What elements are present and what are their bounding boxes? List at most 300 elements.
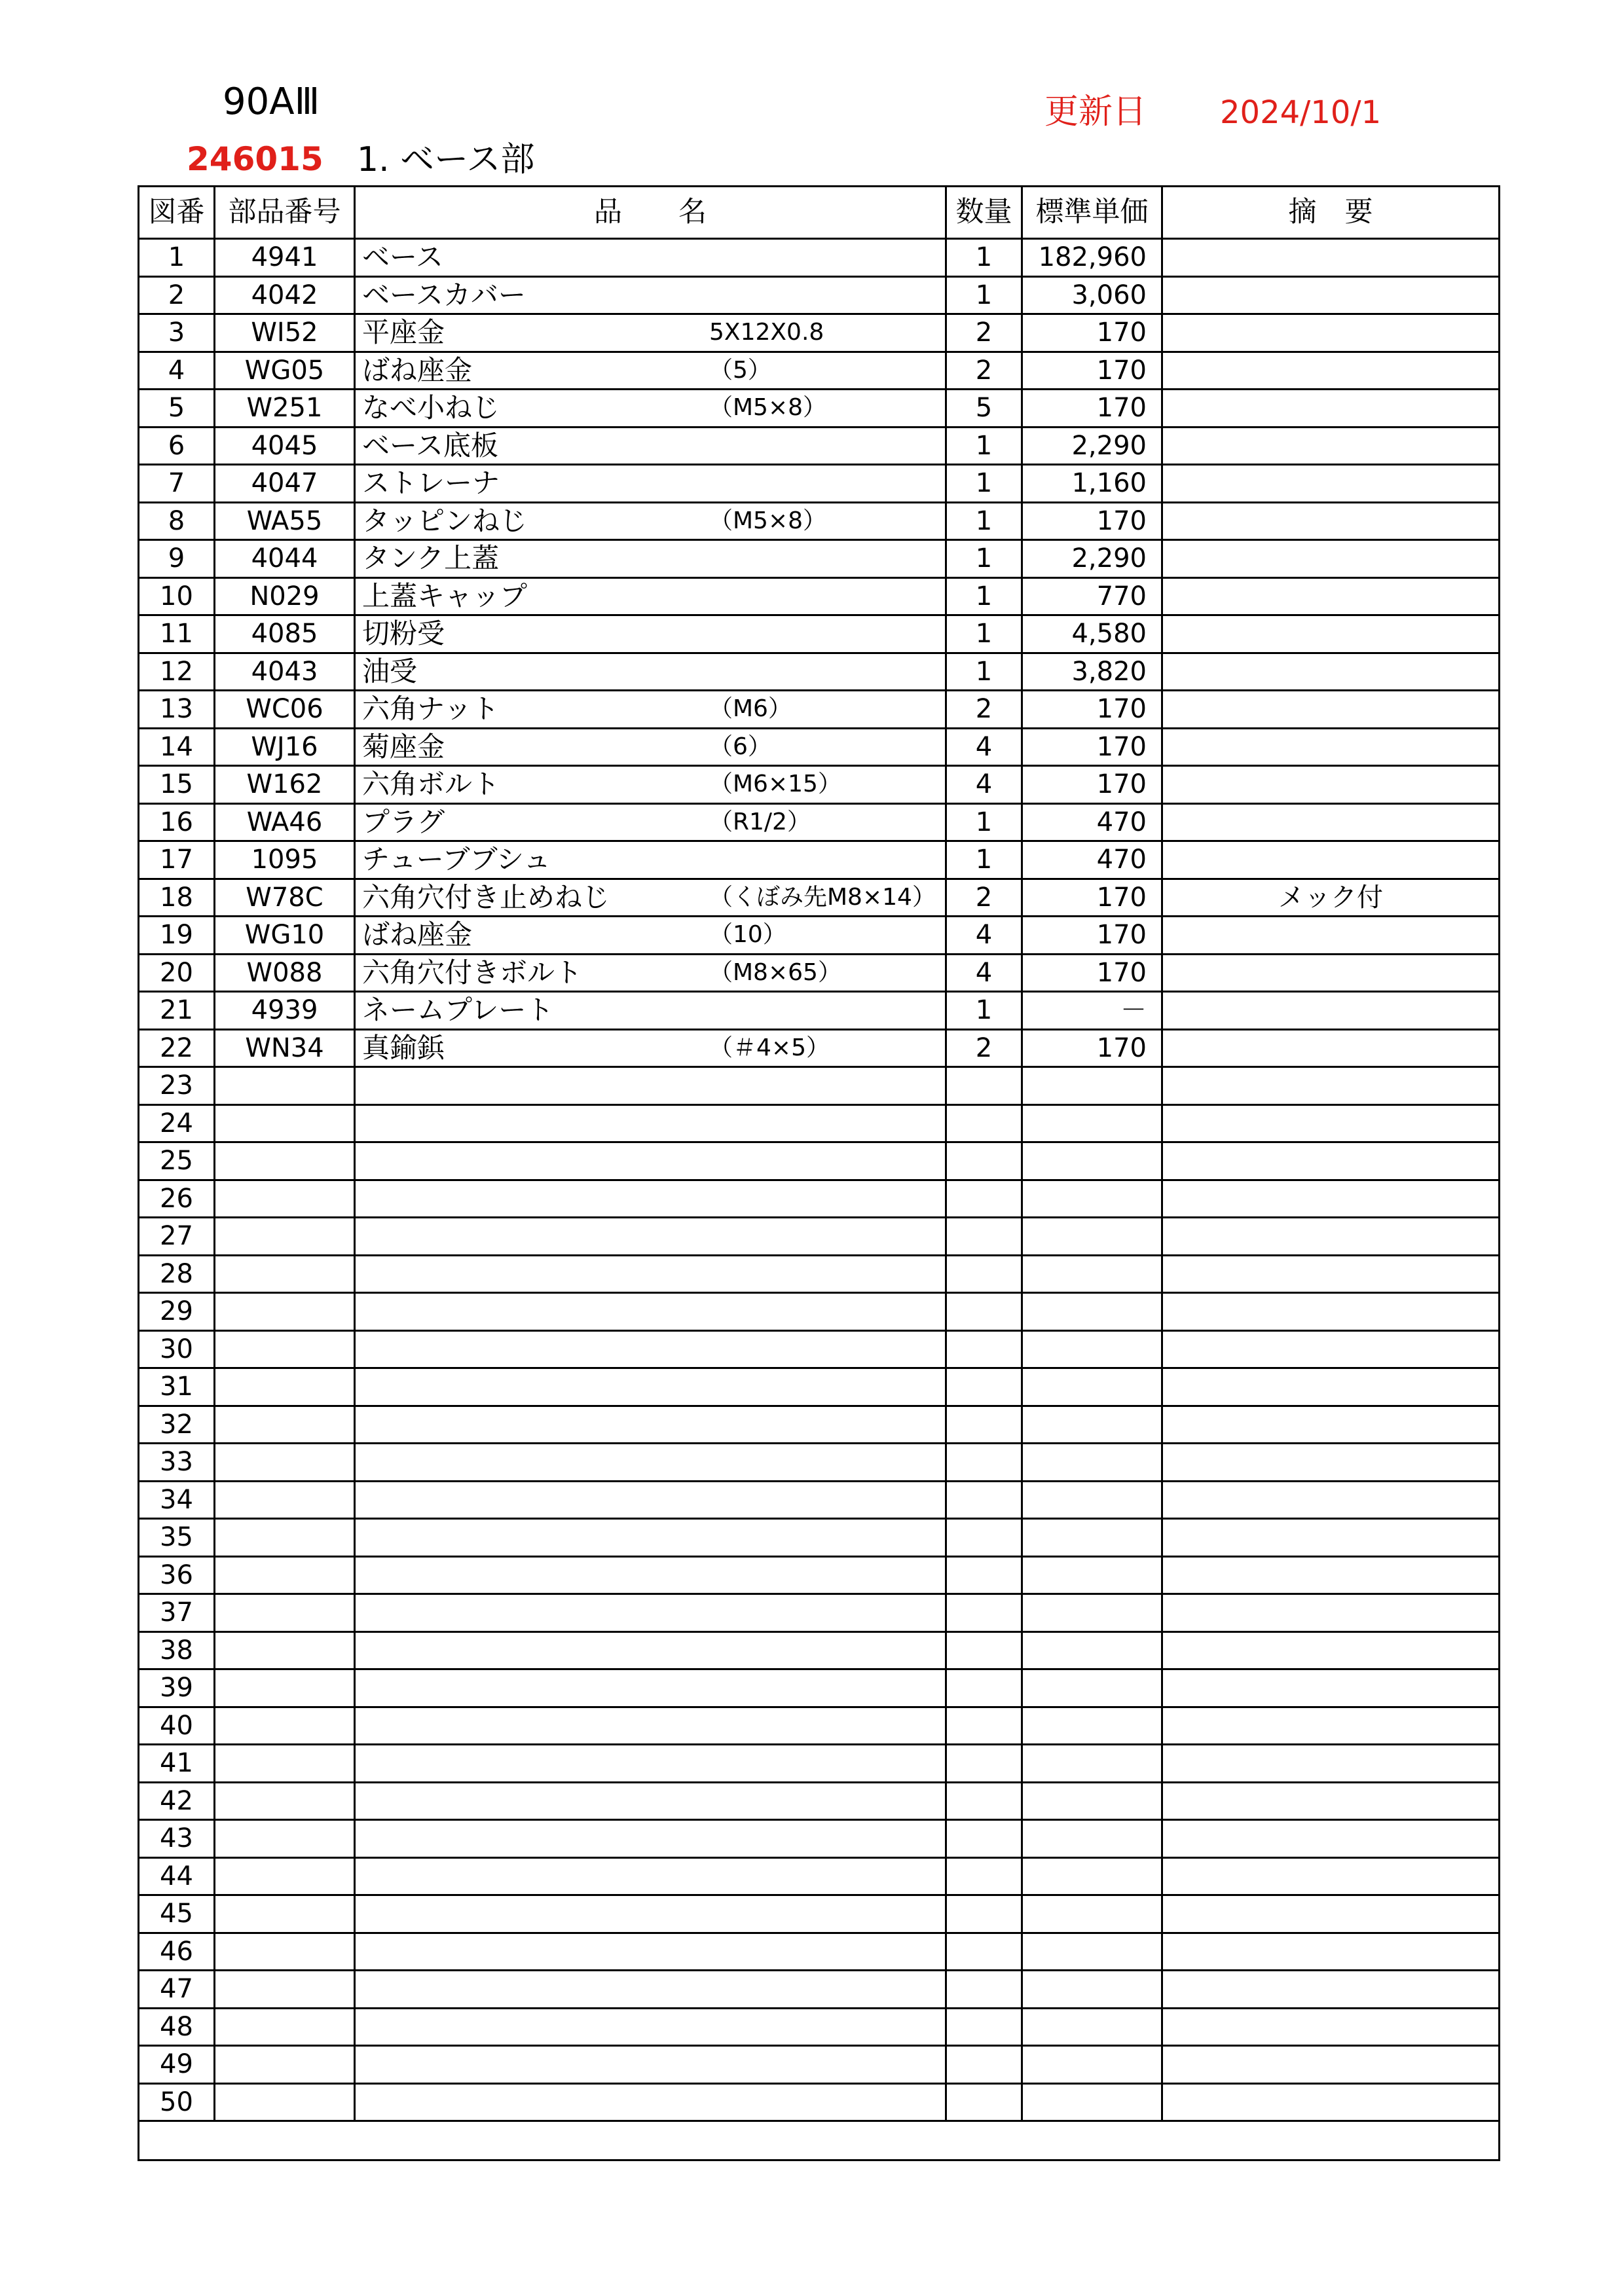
part-spec: （＃4×5） bbox=[709, 1034, 830, 1061]
name-cell bbox=[355, 691, 946, 729]
fig-no-cell: 15 bbox=[139, 766, 215, 804]
part-no-cell: WI52 bbox=[215, 314, 355, 352]
fig-no-cell: 22 bbox=[139, 1029, 215, 1067]
table-row bbox=[139, 577, 1500, 615]
document-code: 246015 bbox=[187, 140, 323, 178]
note-cell bbox=[1162, 1857, 1500, 1895]
table-row bbox=[139, 917, 1500, 955]
part-spec: （10） bbox=[709, 921, 786, 949]
note-cell bbox=[1162, 803, 1500, 841]
qty-cell: 1 bbox=[946, 239, 1022, 277]
table-row bbox=[139, 502, 1500, 540]
table-row bbox=[139, 1255, 1500, 1293]
name-cell bbox=[355, 314, 946, 352]
part-no-cell bbox=[215, 1971, 355, 2009]
price-cell bbox=[1022, 1782, 1162, 1820]
table-row bbox=[139, 992, 1500, 1030]
price-cell bbox=[1022, 1933, 1162, 1971]
qty-cell bbox=[946, 1782, 1022, 1820]
fig-no-cell: 18 bbox=[139, 879, 215, 917]
name-cell bbox=[355, 1594, 946, 1632]
part-spec: （M6×15） bbox=[709, 771, 841, 798]
fig-no-cell: 17 bbox=[139, 841, 215, 879]
price-cell bbox=[1022, 1971, 1162, 2009]
price-cell bbox=[1022, 1820, 1162, 1858]
part-spec: （R1/2） bbox=[709, 808, 811, 835]
note-cell: メック付 bbox=[1162, 879, 1500, 917]
table-row bbox=[139, 1707, 1500, 1745]
qty-cell bbox=[946, 1406, 1022, 1444]
name-cell bbox=[355, 1142, 946, 1180]
table-row bbox=[139, 352, 1500, 390]
qty-cell bbox=[946, 1707, 1022, 1745]
price-cell: 170 bbox=[1022, 728, 1162, 766]
fig-no-cell: 49 bbox=[139, 2046, 215, 2084]
part-name: ばね座金 bbox=[362, 354, 473, 386]
part-name: 菊座金 bbox=[362, 730, 445, 763]
qty-cell bbox=[946, 1631, 1022, 1669]
fig-no-cell: 36 bbox=[139, 1556, 215, 1594]
part-spec: （5） bbox=[709, 356, 771, 384]
price-cell: － bbox=[1022, 992, 1162, 1030]
price-cell: 170 bbox=[1022, 314, 1162, 352]
part-no-cell: W251 bbox=[215, 390, 355, 428]
qty-cell bbox=[946, 1519, 1022, 1557]
table-row bbox=[139, 1782, 1500, 1820]
part-no-cell bbox=[215, 1104, 355, 1142]
part-no-cell bbox=[215, 1519, 355, 1557]
part-name: 平座金 bbox=[362, 316, 445, 349]
qty-cell: 5 bbox=[946, 390, 1022, 428]
price-cell: 4,580 bbox=[1022, 615, 1162, 653]
part-spec: （M5×8） bbox=[709, 394, 827, 422]
name-cell bbox=[355, 1971, 946, 2009]
qty-cell bbox=[946, 2083, 1022, 2121]
note-cell bbox=[1162, 1368, 1500, 1406]
part-name: プラグ bbox=[362, 805, 445, 838]
fig-no-cell: 24 bbox=[139, 1104, 215, 1142]
qty-cell: 2 bbox=[946, 352, 1022, 390]
table-row bbox=[139, 1180, 1500, 1218]
qty-cell: 4 bbox=[946, 766, 1022, 804]
part-no-cell bbox=[215, 2008, 355, 2046]
table-row bbox=[139, 1669, 1500, 1707]
note-cell bbox=[1162, 728, 1500, 766]
fig-no-cell: 40 bbox=[139, 1707, 215, 1745]
fig-no-cell: 44 bbox=[139, 1857, 215, 1895]
note-cell bbox=[1162, 1293, 1500, 1331]
part-name: 真鍮鋲 bbox=[362, 1031, 445, 1064]
name-cell bbox=[355, 1104, 946, 1142]
qty-cell: 4 bbox=[946, 917, 1022, 955]
note-cell bbox=[1162, 1330, 1500, 1368]
table-row bbox=[139, 1406, 1500, 1444]
part-name: 六角穴付きボルト bbox=[362, 956, 583, 989]
qty-cell bbox=[946, 1293, 1022, 1331]
note-cell bbox=[1162, 239, 1500, 277]
price-cell: 170 bbox=[1022, 1029, 1162, 1067]
part-name: ストレーナ bbox=[362, 467, 500, 500]
price-cell: 170 bbox=[1022, 502, 1162, 540]
part-name: ベース bbox=[362, 241, 443, 274]
qty-cell: 1 bbox=[946, 803, 1022, 841]
part-no-cell: 4085 bbox=[215, 615, 355, 653]
part-spec: （くぼみ先M8×14） bbox=[709, 883, 936, 911]
price-cell: 170 bbox=[1022, 766, 1162, 804]
table-row bbox=[139, 1368, 1500, 1406]
table-row bbox=[139, 239, 1500, 277]
fig-no-cell: 38 bbox=[139, 1631, 215, 1669]
qty-cell: 2 bbox=[946, 314, 1022, 352]
fig-no-cell: 28 bbox=[139, 1255, 215, 1293]
price-cell bbox=[1022, 1255, 1162, 1293]
part-name: チューブブシュ bbox=[362, 843, 551, 876]
fig-no-cell: 45 bbox=[139, 1895, 215, 1933]
fig-no-cell: 46 bbox=[139, 1933, 215, 1971]
name-cell bbox=[355, 465, 946, 503]
fig-no-cell: 11 bbox=[139, 615, 215, 653]
qty-cell: 2 bbox=[946, 691, 1022, 729]
table-row bbox=[139, 465, 1500, 503]
table-footer-row bbox=[139, 2121, 1500, 2160]
name-cell bbox=[355, 577, 946, 615]
price-cell bbox=[1022, 1142, 1162, 1180]
part-name: ベースカバー bbox=[362, 278, 526, 311]
table-row bbox=[139, 691, 1500, 729]
price-cell bbox=[1022, 1444, 1162, 1482]
part-no-cell bbox=[215, 1218, 355, 1256]
qty-cell bbox=[946, 1255, 1022, 1293]
name-cell bbox=[355, 879, 946, 917]
table-row bbox=[139, 2083, 1500, 2121]
part-no-cell: 4042 bbox=[215, 276, 355, 314]
price-cell bbox=[1022, 1406, 1162, 1444]
fig-no-cell: 26 bbox=[139, 1180, 215, 1218]
fig-no-cell: 48 bbox=[139, 2008, 215, 2046]
part-no-cell: W162 bbox=[215, 766, 355, 804]
part-spec: （6） bbox=[709, 733, 771, 760]
table-header-row bbox=[139, 187, 1500, 239]
table-row bbox=[139, 1029, 1500, 1067]
name-cell bbox=[355, 1029, 946, 1067]
name-cell bbox=[355, 1368, 946, 1406]
part-no-cell bbox=[215, 1067, 355, 1105]
part-name: 切粉受 bbox=[362, 617, 445, 650]
fig-no-cell: 35 bbox=[139, 1519, 215, 1557]
qty-cell: 2 bbox=[946, 1029, 1022, 1067]
fig-no-cell: 25 bbox=[139, 1142, 215, 1180]
fig-no-cell: 34 bbox=[139, 1481, 215, 1519]
part-no-cell: 4047 bbox=[215, 465, 355, 503]
name-cell bbox=[355, 1067, 946, 1105]
fig-no-cell: 27 bbox=[139, 1218, 215, 1256]
note-cell bbox=[1162, 1631, 1500, 1669]
qty-cell bbox=[946, 1104, 1022, 1142]
table-row bbox=[139, 803, 1500, 841]
fig-no-cell: 5 bbox=[139, 390, 215, 428]
note-cell bbox=[1162, 1782, 1500, 1820]
note-cell bbox=[1162, 427, 1500, 465]
table-row bbox=[139, 1142, 1500, 1180]
part-name: なべ小ねじ bbox=[362, 392, 500, 424]
price-cell bbox=[1022, 1481, 1162, 1519]
table-footer-cell bbox=[139, 2121, 1500, 2160]
part-name: ベース底板 bbox=[362, 429, 498, 462]
part-no-cell bbox=[215, 1368, 355, 1406]
note-cell bbox=[1162, 1519, 1500, 1557]
table-row bbox=[139, 615, 1500, 653]
fig-no-cell: 42 bbox=[139, 1782, 215, 1820]
fig-no-cell: 3 bbox=[139, 314, 215, 352]
name-cell bbox=[355, 1782, 946, 1820]
part-name: 油受 bbox=[362, 655, 418, 687]
note-cell bbox=[1162, 954, 1500, 992]
part-no-cell bbox=[215, 1820, 355, 1858]
price-cell bbox=[1022, 2008, 1162, 2046]
fig-no-cell: 4 bbox=[139, 352, 215, 390]
part-spec: （M5×8） bbox=[709, 507, 827, 534]
qty-cell bbox=[946, 1669, 1022, 1707]
qty-cell bbox=[946, 1594, 1022, 1632]
name-cell bbox=[355, 1631, 946, 1669]
qty-cell: 1 bbox=[946, 577, 1022, 615]
note-cell bbox=[1162, 2008, 1500, 2046]
name-cell bbox=[355, 653, 946, 691]
table-row bbox=[139, 390, 1500, 428]
part-no-cell bbox=[215, 1556, 355, 1594]
name-cell bbox=[355, 954, 946, 992]
table-row bbox=[139, 1971, 1500, 2009]
fig-no-cell: 50 bbox=[139, 2083, 215, 2121]
part-name: 六角ナット bbox=[362, 693, 500, 725]
part-no-cell: WG10 bbox=[215, 917, 355, 955]
fig-no-cell: 41 bbox=[139, 1745, 215, 1783]
part-no-cell bbox=[215, 1142, 355, 1180]
note-cell bbox=[1162, 1067, 1500, 1105]
name-cell bbox=[355, 1330, 946, 1368]
note-cell bbox=[1162, 615, 1500, 653]
table-row bbox=[139, 1481, 1500, 1519]
table-row bbox=[139, 427, 1500, 465]
part-no-cell bbox=[215, 1933, 355, 1971]
table-row bbox=[139, 1895, 1500, 1933]
part-spec: 5X12X0.8 bbox=[709, 319, 824, 346]
name-cell bbox=[355, 917, 946, 955]
part-no-cell: WA46 bbox=[215, 803, 355, 841]
price-cell bbox=[1022, 1519, 1162, 1557]
price-cell: 470 bbox=[1022, 803, 1162, 841]
fig-no-cell: 16 bbox=[139, 803, 215, 841]
name-cell bbox=[355, 1519, 946, 1557]
part-no-cell: 1095 bbox=[215, 841, 355, 879]
part-no-cell bbox=[215, 1481, 355, 1519]
fig-no-cell: 29 bbox=[139, 1293, 215, 1331]
qty-cell bbox=[946, 1218, 1022, 1256]
note-cell bbox=[1162, 1218, 1500, 1256]
table-row bbox=[139, 1218, 1500, 1256]
qty-cell bbox=[946, 1330, 1022, 1368]
table-row bbox=[139, 1556, 1500, 1594]
table-row bbox=[139, 1933, 1500, 1971]
name-cell bbox=[355, 1180, 946, 1218]
price-cell bbox=[1022, 1067, 1162, 1105]
part-no-cell bbox=[215, 2083, 355, 2121]
price-cell bbox=[1022, 1104, 1162, 1142]
section-title: 1. ベース部 bbox=[357, 140, 535, 179]
part-no-cell: WN34 bbox=[215, 1029, 355, 1067]
table-row bbox=[139, 728, 1500, 766]
qty-cell bbox=[946, 2046, 1022, 2084]
part-no-cell: W78C bbox=[215, 879, 355, 917]
qty-cell: 1 bbox=[946, 502, 1022, 540]
table-row bbox=[139, 276, 1500, 314]
price-cell bbox=[1022, 1631, 1162, 1669]
name-cell bbox=[355, 766, 946, 804]
fig-no-cell: 14 bbox=[139, 728, 215, 766]
table-row bbox=[139, 1519, 1500, 1557]
parts-table bbox=[138, 185, 1500, 2161]
part-no-cell: W088 bbox=[215, 954, 355, 992]
qty-cell bbox=[946, 1971, 1022, 2009]
name-cell bbox=[355, 540, 946, 578]
name-cell bbox=[355, 1745, 946, 1783]
price-cell: 182,960 bbox=[1022, 239, 1162, 277]
part-spec: （M8×65） bbox=[709, 958, 841, 986]
qty-cell: 1 bbox=[946, 653, 1022, 691]
qty-cell bbox=[946, 1556, 1022, 1594]
note-cell bbox=[1162, 1255, 1500, 1293]
price-cell: 170 bbox=[1022, 352, 1162, 390]
qty-cell bbox=[946, 1067, 1022, 1105]
price-cell: 1,160 bbox=[1022, 465, 1162, 503]
fig-no-cell: 39 bbox=[139, 1669, 215, 1707]
table-row bbox=[139, 1067, 1500, 1105]
price-cell bbox=[1022, 1594, 1162, 1632]
note-cell bbox=[1162, 1180, 1500, 1218]
name-cell bbox=[355, 276, 946, 314]
fig-no-cell: 31 bbox=[139, 1368, 215, 1406]
price-cell bbox=[1022, 1293, 1162, 1331]
qty-cell: 1 bbox=[946, 427, 1022, 465]
fig-no-cell: 30 bbox=[139, 1330, 215, 1368]
qty-cell bbox=[946, 1368, 1022, 1406]
header-part-no: 部品番号 bbox=[215, 187, 355, 239]
part-no-cell: WA55 bbox=[215, 502, 355, 540]
price-cell bbox=[1022, 1556, 1162, 1594]
price-cell bbox=[1022, 2046, 1162, 2084]
part-no-cell bbox=[215, 1444, 355, 1482]
qty-cell bbox=[946, 1745, 1022, 1783]
price-cell bbox=[1022, 1707, 1162, 1745]
name-cell bbox=[355, 2046, 946, 2084]
part-no-cell: WG05 bbox=[215, 352, 355, 390]
table-row bbox=[139, 540, 1500, 578]
price-cell bbox=[1022, 1218, 1162, 1256]
price-cell bbox=[1022, 1330, 1162, 1368]
qty-cell: 1 bbox=[946, 615, 1022, 653]
price-cell: 170 bbox=[1022, 954, 1162, 992]
qty-cell bbox=[946, 1857, 1022, 1895]
price-cell bbox=[1022, 1895, 1162, 1933]
part-name: 六角ボルト bbox=[362, 768, 500, 801]
fig-no-cell: 23 bbox=[139, 1067, 215, 1105]
price-cell bbox=[1022, 2083, 1162, 2121]
note-cell bbox=[1162, 917, 1500, 955]
qty-cell: 1 bbox=[946, 992, 1022, 1030]
price-cell bbox=[1022, 1857, 1162, 1895]
qty-cell: 4 bbox=[946, 954, 1022, 992]
note-cell bbox=[1162, 2046, 1500, 2084]
note-cell bbox=[1162, 1029, 1500, 1067]
note-cell bbox=[1162, 1820, 1500, 1858]
note-cell bbox=[1162, 276, 1500, 314]
fig-no-cell: 21 bbox=[139, 992, 215, 1030]
qty-cell: 2 bbox=[946, 879, 1022, 917]
name-cell bbox=[355, 239, 946, 277]
note-cell bbox=[1162, 841, 1500, 879]
part-no-cell: WC06 bbox=[215, 691, 355, 729]
price-cell: 470 bbox=[1022, 841, 1162, 879]
fig-no-cell: 6 bbox=[139, 427, 215, 465]
header-price: 標準単価 bbox=[1022, 187, 1162, 239]
qty-cell: 1 bbox=[946, 465, 1022, 503]
name-cell bbox=[355, 1895, 946, 1933]
part-no-cell bbox=[215, 1406, 355, 1444]
table-row bbox=[139, 766, 1500, 804]
part-no-cell bbox=[215, 1707, 355, 1745]
note-cell bbox=[1162, 1142, 1500, 1180]
part-no-cell: 4043 bbox=[215, 653, 355, 691]
table-row bbox=[139, 879, 1500, 917]
qty-cell bbox=[946, 1481, 1022, 1519]
name-cell bbox=[355, 352, 946, 390]
fig-no-cell: 9 bbox=[139, 540, 215, 578]
name-cell bbox=[355, 1933, 946, 1971]
part-no-cell: N029 bbox=[215, 577, 355, 615]
note-cell bbox=[1162, 1971, 1500, 2009]
qty-cell: 4 bbox=[946, 728, 1022, 766]
table-row bbox=[139, 1820, 1500, 1858]
note-cell bbox=[1162, 1556, 1500, 1594]
qty-cell: 1 bbox=[946, 841, 1022, 879]
note-cell bbox=[1162, 653, 1500, 691]
table-row bbox=[139, 954, 1500, 992]
header-qty: 数量 bbox=[946, 187, 1022, 239]
note-cell bbox=[1162, 314, 1500, 352]
qty-cell: 1 bbox=[946, 276, 1022, 314]
part-name: ばね座金 bbox=[362, 919, 473, 951]
qty-cell bbox=[946, 2008, 1022, 2046]
part-no-cell: 4045 bbox=[215, 427, 355, 465]
part-no-cell: 4941 bbox=[215, 239, 355, 277]
note-cell bbox=[1162, 1481, 1500, 1519]
fig-no-cell: 37 bbox=[139, 1594, 215, 1632]
table-row bbox=[139, 1631, 1500, 1669]
name-cell bbox=[355, 2008, 946, 2046]
note-cell bbox=[1162, 1933, 1500, 1971]
price-cell: 170 bbox=[1022, 691, 1162, 729]
name-cell bbox=[355, 502, 946, 540]
name-cell bbox=[355, 1481, 946, 1519]
part-no-cell bbox=[215, 1180, 355, 1218]
table-row bbox=[139, 1594, 1500, 1632]
part-name: タッピンねじ bbox=[362, 504, 528, 537]
part-no-cell bbox=[215, 1782, 355, 1820]
price-cell bbox=[1022, 1669, 1162, 1707]
price-cell: 770 bbox=[1022, 577, 1162, 615]
fig-no-cell: 12 bbox=[139, 653, 215, 691]
name-cell bbox=[355, 1218, 946, 1256]
